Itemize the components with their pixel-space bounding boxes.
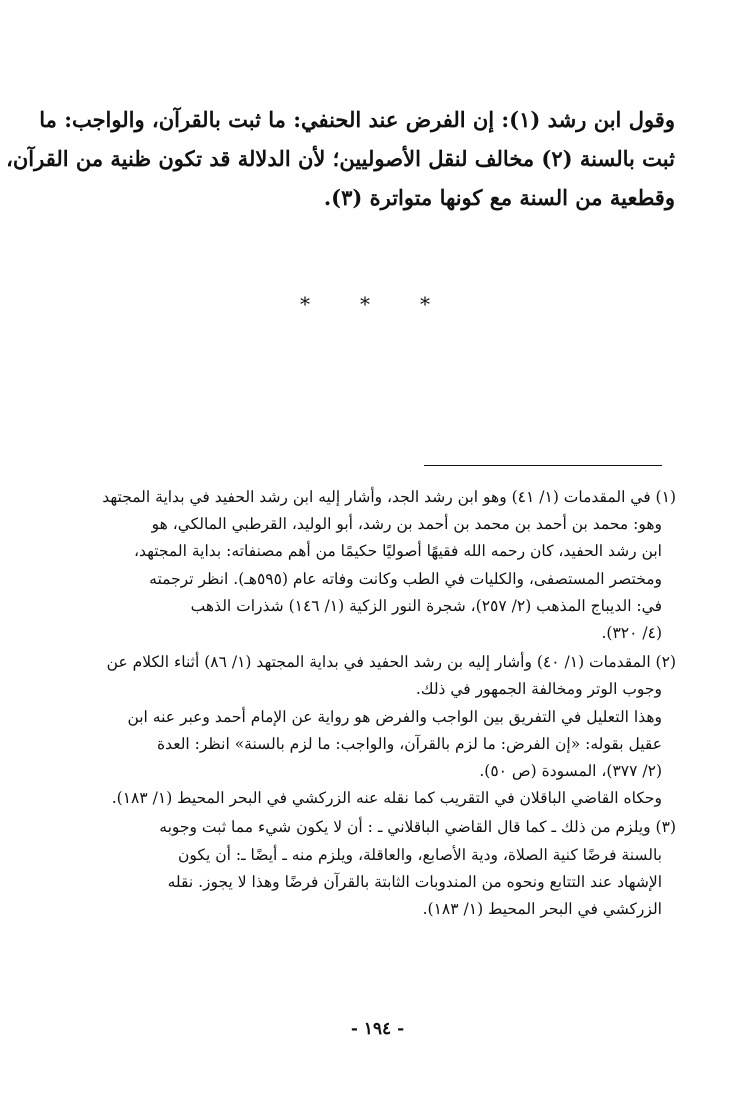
main-paragraph [6, 100, 675, 217]
footnote-line: (٣) ويلزم من ذلك ـ كما قال القاضي الباقلاني ـ : أن لا يكون شيء مما ثبت وجوبه [159, 818, 676, 837]
footnote-3 [80, 814, 676, 923]
footnote-2 [80, 649, 676, 812]
footnote-line: بالسنة فرضًا كنية الصلاة، ودية الأصابع، والعاقلة، ويلزم منه ـ أيضًا ـ: أن يكون [178, 845, 662, 864]
footnote-line: (٢/ ٣٧٧)، المسودة (ص ٥٠). [479, 762, 662, 781]
footnote-line: (٤/ ٣٢٠). [601, 624, 662, 643]
footnote-1 [80, 484, 676, 647]
footnote-line: الإشهاد عند التتابع ونحوه من المندوبات الثابتة بالقرآن فرضًا وهذا لا يجوز. نقله [167, 872, 662, 891]
footnote-line: (١) في المقدمات (١/ ٤١) وهو ابن رشد الجد، وأشار إليه ابن رشد الحفيد في بداية المجتهد [102, 488, 676, 506]
main-line: وقطعية من السنة مع كونها متواترة (٣). [323, 185, 675, 210]
footnote-line: وحكاه القاضي الباقلان في التقريب كما نقله عنه الزركشي في البحر المحيط (١/ ١٨٣). [111, 789, 662, 808]
main-line: وقول ابن رشد (١): إن الفرض عند الحنفي: ما ثبت بالقرآن، والواجب: ما [39, 107, 675, 132]
main-line: ثبت بالسنة (٢) مخالف لنقل الأصوليين؛ لأن الدلالة قد تكون ظنية من القرآن، [6, 146, 675, 171]
footnote-line: (٢) المقدمات (١/ ٤٠) وأشار إليه بن رشد الحفيد في بداية المجتهد (١/ ٨٦) أثناء الكلام عن [106, 653, 676, 672]
separator-star: * [420, 292, 430, 316]
separator-star: * [360, 292, 370, 316]
footnote-line: وهذا التعليل في التفريق بين الواجب والفرض هو رواية عن الإمام أحمد وعبر عنه ابن [127, 707, 662, 726]
section-separator [300, 294, 430, 314]
footnotes [80, 484, 676, 925]
footnote-line: ومختصر المستصفى، والكليات في الطب وكانت وفاته عام (٥٩٥هـ). انظر ترجمته [149, 569, 662, 588]
footnote-line: في: الديباج المذهب (٢/ ٢٥٧)، شجرة النور الزكية (١/ ١٤٦) شذرات الذهب [190, 596, 662, 615]
footnote-line: الزركشي في البحر المحيط (١/ ١٨٣). [422, 900, 662, 919]
footnote-line: عقيل بقوله: «إن الفرض: ما لزم بالقرآن، والواجب: ما لزم بالسنة» انظر: العدة [156, 734, 662, 753]
separator-star: * [300, 292, 310, 316]
footnote-line: ابن رشد الحفيد، كان رحمه الله فقيهًا أصوليًا حكيمًا من أهم مصنفاته: بداية المجتهد، [133, 542, 662, 561]
footnote-divider [424, 465, 662, 466]
page-number: - ١٩٤ - [350, 1019, 405, 1039]
footnote-line: وهو: محمد بن أحمد بن محمد بن أحمد بن رشد، أبو الوليد، القرطبي المالكي، هو [151, 515, 662, 534]
footnote-line: وجوب الوتر ومخالفة الجمهور في ذلك. [415, 680, 662, 699]
